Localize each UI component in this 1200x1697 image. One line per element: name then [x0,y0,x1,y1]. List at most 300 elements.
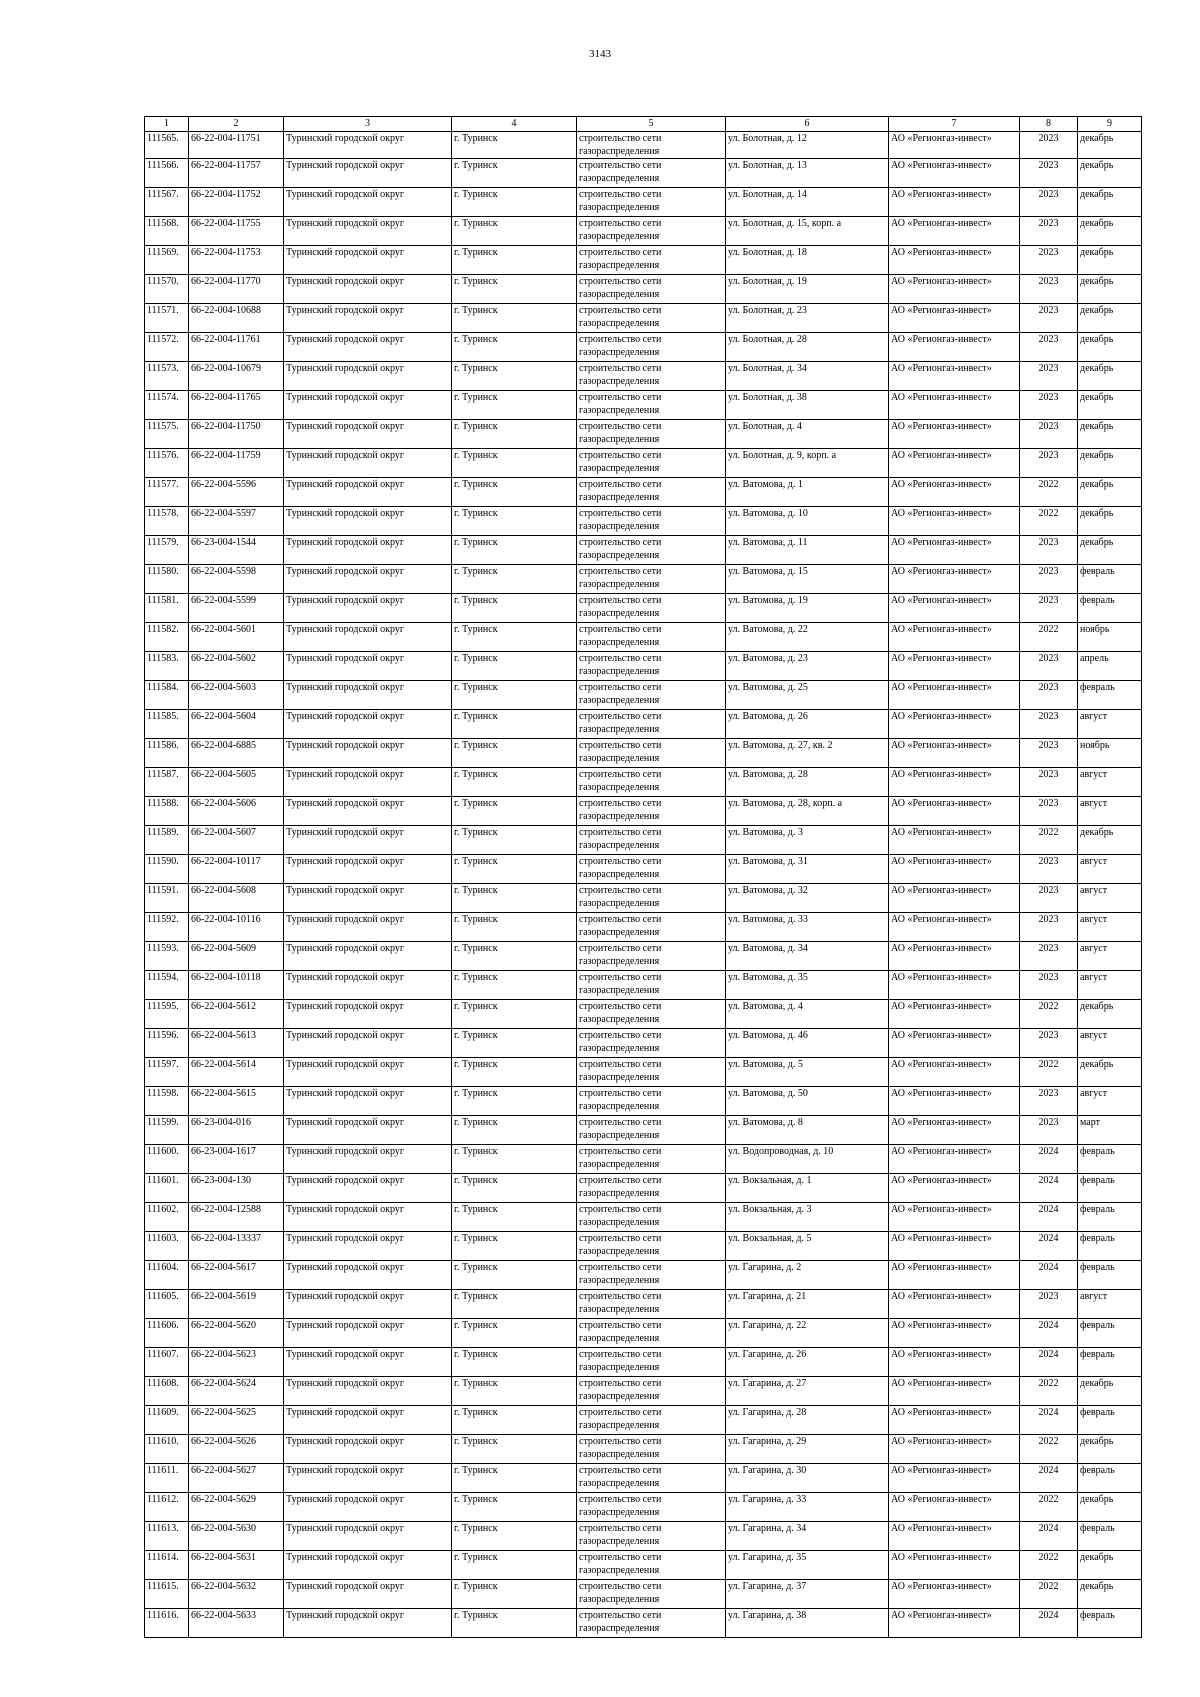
address-cell: ул. Болотная, д. 19 [726,275,889,304]
district-cell: Туринский городской округ [284,1580,452,1609]
table-row [145,159,1142,188]
address-cell: ул. Ватомова, д. 23 [726,652,889,681]
column-number-header-row [145,117,1142,132]
year-cell: 2023 [1020,1087,1078,1116]
month-cell: август [1078,913,1142,942]
district-cell: Туринский городской округ [284,884,452,913]
organization-cell: АО «Регионгаз-инвест» [889,1377,1020,1406]
object-code-cell: 66-22-004-5607 [189,826,284,855]
work-type-cell: строительство сети газораспределения [577,884,726,913]
row-number-cell: 111592. [145,913,189,942]
month-cell: апрель [1078,652,1142,681]
object-code-cell: 66-22-004-5614 [189,1058,284,1087]
work-type-cell: строительство сети газораспределения [577,1261,726,1290]
district-cell: Туринский городской округ [284,1232,452,1261]
organization-cell: АО «Регионгаз-инвест» [889,1174,1020,1203]
organization-cell: АО «Регионгаз-инвест» [889,884,1020,913]
address-cell: ул. Болотная, д. 12 [726,132,889,159]
work-type-cell: строительство сети газораспределения [577,942,726,971]
table-row [145,913,1142,942]
year-cell: 2023 [1020,159,1078,188]
table-row [145,971,1142,1000]
settlement-cell: г. Туринск [452,1580,577,1609]
month-cell: декабрь [1078,217,1142,246]
year-cell: 2023 [1020,913,1078,942]
month-cell: декабрь [1078,391,1142,420]
object-code-cell: 66-22-004-11757 [189,159,284,188]
work-type-cell: строительство сети газораспределения [577,623,726,652]
object-code-cell: 66-22-004-5613 [189,1029,284,1058]
year-cell: 2022 [1020,478,1078,507]
table-row [145,1580,1142,1609]
organization-cell: АО «Регионгаз-инвест» [889,1116,1020,1145]
month-cell: август [1078,971,1142,1000]
year-cell: 2022 [1020,1435,1078,1464]
year-cell: 2023 [1020,333,1078,362]
district-cell: Туринский городской округ [284,1406,452,1435]
object-code-cell: 66-22-004-5615 [189,1087,284,1116]
column-header: 2 [189,117,284,132]
month-cell: декабрь [1078,275,1142,304]
year-cell: 2022 [1020,623,1078,652]
settlement-cell: г. Туринск [452,710,577,739]
year-cell: 2022 [1020,1551,1078,1580]
district-cell: Туринский городской округ [284,478,452,507]
row-number-cell: 111596. [145,1029,189,1058]
year-cell: 2023 [1020,797,1078,826]
year-cell: 2023 [1020,942,1078,971]
settlement-cell: г. Туринск [452,971,577,1000]
address-cell: ул. Ватомова, д. 22 [726,623,889,652]
district-cell: Туринский городской округ [284,449,452,478]
year-cell: 2024 [1020,1348,1078,1377]
work-type-cell: строительство сети газораспределения [577,507,726,536]
work-type-cell: строительство сети газораспределения [577,797,726,826]
month-cell: ноябрь [1078,739,1142,768]
organization-cell: АО «Регионгаз-инвест» [889,304,1020,333]
row-number-cell: 111572. [145,333,189,362]
table-row [145,1203,1142,1232]
month-cell: февраль [1078,1406,1142,1435]
address-cell: ул. Гагарина, д. 2 [726,1261,889,1290]
address-cell: ул. Гагарина, д. 33 [726,1493,889,1522]
district-cell: Туринский городской округ [284,797,452,826]
district-cell: Туринский городской округ [284,826,452,855]
year-cell: 2023 [1020,565,1078,594]
row-number-cell: 111589. [145,826,189,855]
row-number-cell: 111570. [145,275,189,304]
object-code-cell: 66-22-004-11751 [189,132,284,159]
address-cell: ул. Болотная, д. 23 [726,304,889,333]
month-cell: февраль [1078,594,1142,623]
page-number: 3143 [589,48,611,60]
settlement-cell: г. Туринск [452,855,577,884]
settlement-cell: г. Туринск [452,652,577,681]
month-cell: август [1078,710,1142,739]
table-row [145,362,1142,391]
settlement-cell: г. Туринск [452,132,577,159]
row-number-cell: 111616. [145,1609,189,1638]
row-number-cell: 111611. [145,1464,189,1493]
organization-cell: АО «Регионгаз-инвест» [889,1348,1020,1377]
month-cell: август [1078,1029,1142,1058]
table-row [145,797,1142,826]
organization-cell: АО «Регионгаз-инвест» [889,1609,1020,1638]
table-row [145,1087,1142,1116]
work-type-cell: строительство сети газораспределения [577,362,726,391]
work-type-cell: строительство сети газораспределения [577,1145,726,1174]
settlement-cell: г. Туринск [452,362,577,391]
work-type-cell: строительство сети газораспределения [577,565,726,594]
row-number-cell: 111604. [145,1261,189,1290]
settlement-cell: г. Туринск [452,1203,577,1232]
work-type-cell: строительство сети газораспределения [577,333,726,362]
work-type-cell: строительство сети газораспределения [577,1058,726,1087]
object-code-cell: 66-22-004-5633 [189,1609,284,1638]
table-row [145,1522,1142,1551]
object-code-cell: 66-22-004-11750 [189,420,284,449]
settlement-cell: г. Туринск [452,1290,577,1319]
settlement-cell: г. Туринск [452,536,577,565]
address-cell: ул. Вокзальная, д. 5 [726,1232,889,1261]
district-cell: Туринский городской округ [284,1609,452,1638]
row-number-cell: 111610. [145,1435,189,1464]
address-cell: ул. Ватомова, д. 25 [726,681,889,710]
address-cell: ул. Гагарина, д. 37 [726,1580,889,1609]
column-header: 8 [1020,117,1078,132]
work-type-cell: строительство сети газораспределения [577,391,726,420]
work-type-cell: строительство сети газораспределения [577,1319,726,1348]
work-type-cell: строительство сети газораспределения [577,1203,726,1232]
work-type-cell: строительство сети газораспределения [577,478,726,507]
settlement-cell: г. Туринск [452,1232,577,1261]
month-cell: ноябрь [1078,623,1142,652]
address-cell: ул. Ватомова, д. 35 [726,971,889,1000]
organization-cell: АО «Регионгаз-инвест» [889,1464,1020,1493]
month-cell: декабрь [1078,1551,1142,1580]
year-cell: 2023 [1020,420,1078,449]
organization-cell: АО «Регионгаз-инвест» [889,1232,1020,1261]
object-code-cell: 66-22-004-5608 [189,884,284,913]
work-type-cell: строительство сети газораспределения [577,855,726,884]
month-cell: декабрь [1078,246,1142,275]
row-number-cell: 111580. [145,565,189,594]
row-number-cell: 111614. [145,1551,189,1580]
month-cell: февраль [1078,1203,1142,1232]
organization-cell: АО «Регионгаз-инвест» [889,362,1020,391]
table-row [145,884,1142,913]
organization-cell: АО «Регионгаз-инвест» [889,797,1020,826]
month-cell: декабрь [1078,132,1142,159]
settlement-cell: г. Туринск [452,1174,577,1203]
object-code-cell: 66-22-004-11761 [189,333,284,362]
month-cell: август [1078,884,1142,913]
work-type-cell: строительство сети газораспределения [577,652,726,681]
organization-cell: АО «Регионгаз-инвест» [889,536,1020,565]
table-row [145,1029,1142,1058]
object-code-cell: 66-22-004-5631 [189,1551,284,1580]
year-cell: 2023 [1020,246,1078,275]
address-cell: ул. Ватомова, д. 27, кв. 2 [726,739,889,768]
settlement-cell: г. Туринск [452,1029,577,1058]
settlement-cell: г. Туринск [452,797,577,826]
work-type-cell: строительство сети газораспределения [577,217,726,246]
month-cell: февраль [1078,1609,1142,1638]
address-cell: ул. Ватомова, д. 11 [726,536,889,565]
year-cell: 2023 [1020,710,1078,739]
row-number-cell: 111612. [145,1493,189,1522]
column-header: 5 [577,117,726,132]
year-cell: 2024 [1020,1406,1078,1435]
address-cell: ул. Ватомова, д. 28 [726,768,889,797]
address-cell: ул. Болотная, д. 13 [726,159,889,188]
settlement-cell: г. Туринск [452,1464,577,1493]
work-type-cell: строительство сети газораспределения [577,1522,726,1551]
organization-cell: АО «Регионгаз-инвест» [889,681,1020,710]
district-cell: Туринский городской округ [284,652,452,681]
year-cell: 2023 [1020,304,1078,333]
organization-cell: АО «Регионгаз-инвест» [889,1087,1020,1116]
object-code-cell: 66-22-004-5609 [189,942,284,971]
district-cell: Туринский городской округ [284,1116,452,1145]
organization-cell: АО «Регионгаз-инвест» [889,449,1020,478]
table-row [145,1290,1142,1319]
district-cell: Туринский городской округ [284,855,452,884]
district-cell: Туринский городской округ [284,942,452,971]
table-row [145,507,1142,536]
month-cell: декабрь [1078,420,1142,449]
settlement-cell: г. Туринск [452,1551,577,1580]
work-type-cell: строительство сети газораспределения [577,1580,726,1609]
year-cell: 2023 [1020,1116,1078,1145]
address-cell: ул. Болотная, д. 38 [726,391,889,420]
address-cell: ул. Гагарина, д. 21 [726,1290,889,1319]
column-header: 3 [284,117,452,132]
month-cell: февраль [1078,681,1142,710]
row-number-cell: 111569. [145,246,189,275]
settlement-cell: г. Туринск [452,217,577,246]
object-code-cell: 66-22-004-11753 [189,246,284,275]
object-code-cell: 66-22-004-12588 [189,1203,284,1232]
year-cell: 2023 [1020,449,1078,478]
district-cell: Туринский городской округ [284,420,452,449]
object-code-cell: 66-22-004-5597 [189,507,284,536]
row-number-cell: 111579. [145,536,189,565]
object-code-cell: 66-22-004-5602 [189,652,284,681]
organization-cell: АО «Регионгаз-инвест» [889,217,1020,246]
work-type-cell: строительство сети газораспределения [577,971,726,1000]
year-cell: 2024 [1020,1174,1078,1203]
settlement-cell: г. Туринск [452,1087,577,1116]
settlement-cell: г. Туринск [452,681,577,710]
table-row [145,594,1142,623]
month-cell: декабрь [1078,159,1142,188]
organization-cell: АО «Регионгаз-инвест» [889,132,1020,159]
district-cell: Туринский городской округ [284,1261,452,1290]
address-cell: ул. Ватомова, д. 33 [726,913,889,942]
district-cell: Туринский городской округ [284,1551,452,1580]
month-cell: декабрь [1078,826,1142,855]
table-row [145,304,1142,333]
work-type-cell: строительство сети газораспределения [577,739,726,768]
month-cell: февраль [1078,1261,1142,1290]
month-cell: февраль [1078,1464,1142,1493]
object-code-cell: 66-22-004-5626 [189,1435,284,1464]
row-number-cell: 111600. [145,1145,189,1174]
address-cell: ул. Ватомова, д. 32 [726,884,889,913]
organization-cell: АО «Регионгаз-инвест» [889,1580,1020,1609]
district-cell: Туринский городской округ [284,132,452,159]
row-number-cell: 111566. [145,159,189,188]
year-cell: 2022 [1020,1000,1078,1029]
year-cell: 2022 [1020,507,1078,536]
object-code-cell: 66-22-004-5598 [189,565,284,594]
organization-cell: АО «Регионгаз-инвест» [889,942,1020,971]
settlement-cell: г. Туринск [452,275,577,304]
table-row [145,1493,1142,1522]
month-cell: февраль [1078,1348,1142,1377]
object-code-cell: 66-22-004-5601 [189,623,284,652]
work-type-cell: строительство сети газораспределения [577,1087,726,1116]
object-code-cell: 66-22-004-11759 [189,449,284,478]
row-number-cell: 111588. [145,797,189,826]
address-cell: ул. Гагарина, д. 26 [726,1348,889,1377]
district-cell: Туринский городской округ [284,304,452,333]
work-type-cell: строительство сети газораспределения [577,304,726,333]
work-type-cell: строительство сети газораспределения [577,1377,726,1406]
table-row [145,188,1142,217]
object-code-cell: 66-22-004-6885 [189,739,284,768]
table-row [145,565,1142,594]
address-cell: ул. Болотная, д. 15, корп. а [726,217,889,246]
month-cell: декабрь [1078,362,1142,391]
object-code-cell: 66-23-004-1617 [189,1145,284,1174]
object-code-cell: 66-22-004-5620 [189,1319,284,1348]
row-number-cell: 111576. [145,449,189,478]
organization-cell: АО «Регионгаз-инвест» [889,1058,1020,1087]
organization-cell: АО «Регионгаз-инвест» [889,768,1020,797]
district-cell: Туринский городской округ [284,681,452,710]
object-code-cell: 66-22-004-5599 [189,594,284,623]
address-cell: ул. Гагарина, д. 27 [726,1377,889,1406]
object-code-cell: 66-22-004-5605 [189,768,284,797]
object-code-cell: 66-22-004-5619 [189,1290,284,1319]
table-row [145,1551,1142,1580]
address-cell: ул. Ватомова, д. 50 [726,1087,889,1116]
settlement-cell: г. Туринск [452,188,577,217]
month-cell: август [1078,942,1142,971]
district-cell: Туринский городской округ [284,362,452,391]
district-cell: Туринский городской округ [284,1174,452,1203]
table-row [145,275,1142,304]
settlement-cell: г. Туринск [452,1348,577,1377]
settlement-cell: г. Туринск [452,1145,577,1174]
work-type-cell: строительство сети газораспределения [577,1348,726,1377]
table-row [145,1377,1142,1406]
year-cell: 2023 [1020,855,1078,884]
organization-cell: АО «Регионгаз-инвест» [889,188,1020,217]
work-type-cell: строительство сети газораспределения [577,913,726,942]
object-code-cell: 66-23-004-016 [189,1116,284,1145]
district-cell: Туринский городской округ [284,246,452,275]
address-cell: ул. Болотная, д. 34 [726,362,889,391]
settlement-cell: г. Туринск [452,565,577,594]
year-cell: 2023 [1020,681,1078,710]
object-code-cell: 66-22-004-5596 [189,478,284,507]
month-cell: декабрь [1078,449,1142,478]
table-row [145,942,1142,971]
object-code-cell: 66-22-004-5627 [189,1464,284,1493]
month-cell: февраль [1078,565,1142,594]
table-row [145,681,1142,710]
year-cell: 2022 [1020,1493,1078,1522]
settlement-cell: г. Туринск [452,1435,577,1464]
row-number-cell: 111575. [145,420,189,449]
table-row [145,1609,1142,1638]
year-cell: 2024 [1020,1261,1078,1290]
column-header: 7 [889,117,1020,132]
table-row [145,1232,1142,1261]
organization-cell: АО «Регионгаз-инвест» [889,1319,1020,1348]
column-header: 1 [145,117,189,132]
work-type-cell: строительство сети газораспределения [577,159,726,188]
district-cell: Туринский городской округ [284,1435,452,1464]
organization-cell: АО «Регионгаз-инвест» [889,478,1020,507]
month-cell: февраль [1078,1174,1142,1203]
column-header: 9 [1078,117,1142,132]
settlement-cell: г. Туринск [452,1377,577,1406]
month-cell: август [1078,797,1142,826]
year-cell: 2023 [1020,652,1078,681]
settlement-cell: г. Туринск [452,1261,577,1290]
year-cell: 2024 [1020,1232,1078,1261]
organization-cell: АО «Регионгаз-инвест» [889,1435,1020,1464]
work-type-cell: строительство сети газораспределения [577,132,726,159]
year-cell: 2024 [1020,1319,1078,1348]
work-type-cell: строительство сети газораспределения [577,275,726,304]
district-cell: Туринский городской округ [284,1464,452,1493]
address-cell: ул. Гагарина, д. 35 [726,1551,889,1580]
district-cell: Туринский городской округ [284,1522,452,1551]
work-type-cell: строительство сети газораспределения [577,1232,726,1261]
work-type-cell: строительство сети газораспределения [577,1551,726,1580]
year-cell: 2024 [1020,1464,1078,1493]
organization-cell: АО «Регионгаз-инвест» [889,623,1020,652]
table-row [145,246,1142,275]
work-type-cell: строительство сети газораспределения [577,826,726,855]
year-cell: 2023 [1020,362,1078,391]
table-row [145,132,1142,159]
address-cell: ул. Вокзальная, д. 3 [726,1203,889,1232]
district-cell: Туринский городской округ [284,594,452,623]
organization-cell: АО «Регионгаз-инвест» [889,1551,1020,1580]
table-row [145,1406,1142,1435]
address-cell: ул. Гагарина, д. 22 [726,1319,889,1348]
organization-cell: АО «Регионгаз-инвест» [889,739,1020,768]
row-number-cell: 111571. [145,304,189,333]
year-cell: 2023 [1020,188,1078,217]
address-cell: ул. Ватомова, д. 28, корп. а [726,797,889,826]
table-row [145,1116,1142,1145]
year-cell: 2023 [1020,768,1078,797]
address-cell: ул. Болотная, д. 4 [726,420,889,449]
column-header: 6 [726,117,889,132]
organization-cell: АО «Регионгаз-инвест» [889,652,1020,681]
object-code-cell: 66-22-004-10679 [189,362,284,391]
object-code-cell: 66-22-004-10116 [189,913,284,942]
year-cell: 2023 [1020,594,1078,623]
row-number-cell: 111567. [145,188,189,217]
